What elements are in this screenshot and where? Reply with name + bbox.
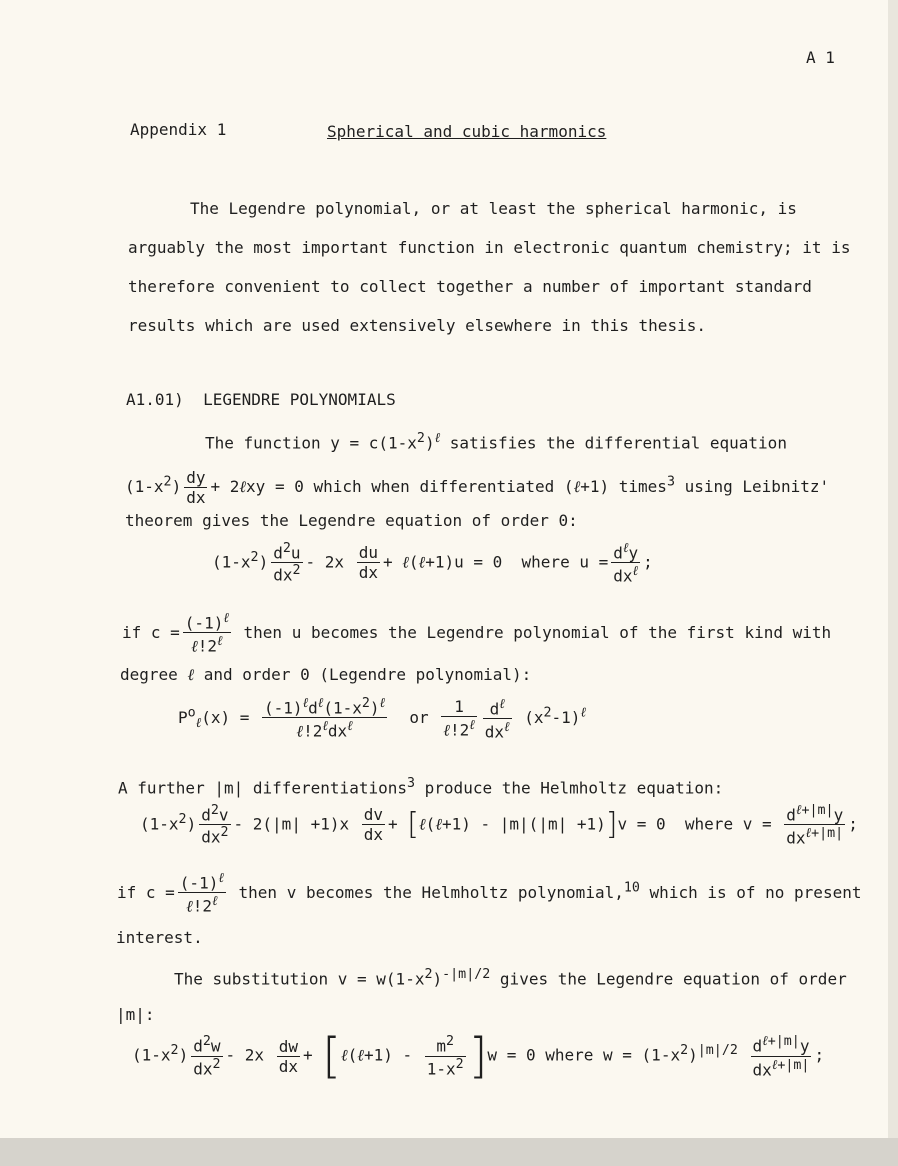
equation-helmholtz: $(1-x^2)$ $\frac{d^2v}{dx^2}$ - 2(|m| +1)x $\frac{dv}{dx}$ + [ℓ(ℓ+1) - |m|(|m| +1)]v = 0 where v = $\frac{d^{\ell+|m|}y}{dx^{\ell+|m|}}$ ; [140, 803, 858, 848]
line-interest: interest. [116, 928, 203, 947]
equation-legendre-order-0: $(1-x^2)$ $\frac{d^2u}{dx^2}$ - 2x $\frac{du}{dx}$ + ℓ(ℓ+1)u = 0 where u = $\frac{d^\ell y}{dx^\ell}$ ; [212, 541, 653, 586]
line-if-c-v: if c = $\frac{(-1)^\ell}{\ell!2^\ell}$ then v becomes the Helmholtz polynomial,$^{10}$ which is of no present [117, 871, 862, 916]
line-differential: $(1-x^2)$ $\frac{dy}{dx}$ + 2ℓxy = 0 which when differentiated (ℓ+1) times$^3$ using Leibnitz' [125, 468, 830, 507]
line-theorem: theorem gives the Legendre equation of order 0: [125, 511, 578, 530]
page-edge [0, 1138, 898, 1166]
appendix-label: Appendix 1 [130, 120, 227, 139]
intro-line-3: therefore convenient to collect together a number of important standard [128, 277, 812, 296]
line-substitution: The substitution $v = w(1-x^2)^{-|m|/2}$ gives the Legendre equation of order [174, 967, 847, 989]
line-if-c-u: if c = $\frac{(-1)^\ell}{\ell!2^\ell}$ then u becomes the Legendre polynomial of the first kind with [122, 611, 832, 656]
intro-line-4: results which are used extensively elsewhere in this thesis. [128, 316, 706, 335]
section-title: LEGENDRE POLYNOMIALS [203, 390, 396, 409]
line-abs-m: |m|: [116, 1005, 155, 1024]
line-function: The function $y = c(1-x^2)^\ell$ satisfies the differential equation [205, 431, 787, 453]
intro-line-1: The Legendre polynomial, or at least the spherical harmonic, is [190, 199, 797, 218]
appendix-title: Spherical and cubic harmonics [327, 122, 607, 141]
section-heading [126, 390, 396, 409]
page-number: A 1 [806, 48, 835, 67]
equation-legendre-polynomial: $P^o_\ell(x)$ = $\frac{(-1)^\ell d^\ell(1-x^2)^\ell}{\ell!2^\ell dx^\ell}$ or $\frac{1}{\ell!2^\ell}$ $\frac{d^\ell}{dx^\ell}$ $(x^2-1)^\ell$ [178, 696, 586, 742]
line-degree: degree ℓ and order 0 (Legendre polynomial): [120, 665, 532, 684]
section-number: A1.01) [126, 390, 184, 409]
frac-dy-dx: $\frac{dy}{dx}$ [186, 468, 206, 507]
equation-legendre-order-m: $(1-x^2)$ $\frac{d^2w}{dx^2}$ - 2x $\frac{dw}{dx}$ + [ℓ(ℓ+1) - $\frac{m^2}{1-x^2}$ ]w = 0 where $w = (1-x^2)^{|m|/2}$ $\frac{d^{\ell+|m|}y}{dx^{\ell+|m|}}$ ; [132, 1028, 825, 1084]
line-further: A further |m| differentiations$^3$ produce the Helmholtz equation: [118, 776, 724, 798]
intro-line-2: arguably the most important function in electronic quantum chemistry; it is [128, 238, 851, 257]
